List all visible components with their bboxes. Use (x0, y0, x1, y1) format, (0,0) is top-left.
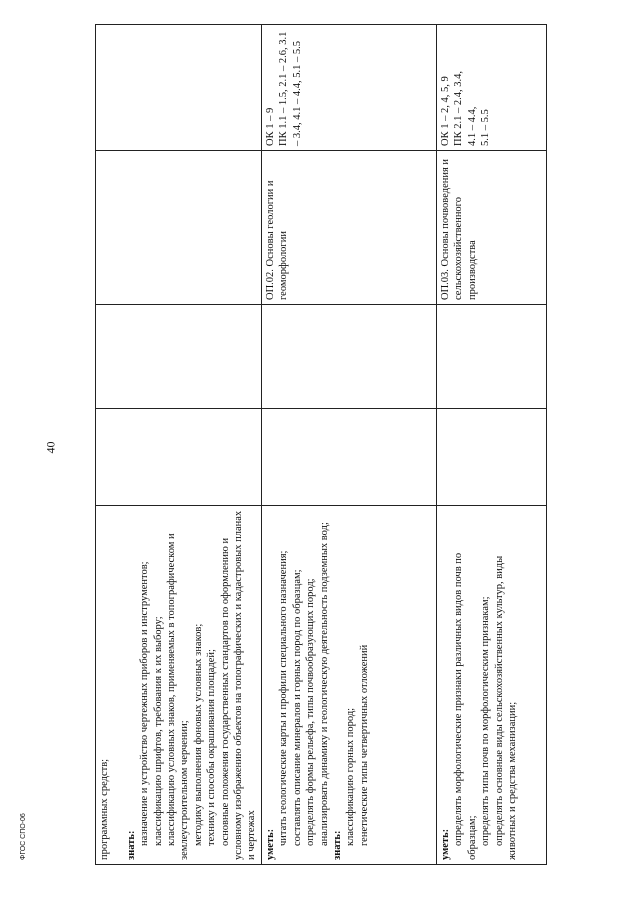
competency-codes-cell (436, 25, 546, 151)
skill-line: составлять описание минералов и горных пород по образцам; (291, 569, 303, 846)
skill-line: генетические типы четвертичных отложений (358, 644, 370, 846)
table-row (436, 25, 546, 865)
empty-cell (96, 305, 262, 409)
skill-line: читать геологические карты и профили специального назначения; (278, 550, 290, 846)
skill-line: назначение и устройство чертежных приборов и инструментов; (139, 561, 151, 846)
discipline-name: ОП.02. Основы геологии и геоморфологии (264, 180, 290, 300)
empty-cell (436, 409, 546, 506)
skill-line: методику выполнения фоновых условных знаков; (192, 623, 204, 846)
discipline-cell (261, 151, 436, 305)
competency-codes-cell (96, 25, 262, 151)
table-row (96, 25, 262, 865)
page-number: 40 (43, 441, 58, 454)
curriculum-table (95, 24, 547, 865)
skill-line: классификацию горных пород; (345, 707, 357, 846)
skill-line: определять типы почв по морфологическим признакам; (480, 596, 492, 846)
skill-line: анализировать динамику и геологическую деятельность подземных вод; (318, 522, 330, 846)
competency-codes-cell (261, 25, 436, 151)
skill-line: классификацию условных знаков, применяемых в топографическом и землеустроительном черчении; (166, 533, 191, 860)
skill-line: определять формы рельефа, типы почвообразующих пород; (305, 578, 317, 846)
empty-cell (436, 305, 546, 409)
skill-line: определять морфологические признаки различных видов почв по образцам; (453, 552, 478, 860)
skill-line: классификацию шрифтов, требования к их выбору; (152, 616, 164, 846)
section-heading: уметь: (439, 828, 451, 860)
skill-line: технику и способы окрашивания площадей; (206, 649, 218, 846)
skill-line: программных средств; (99, 758, 110, 860)
skills-cell (96, 506, 262, 865)
skill-line (111, 510, 124, 860)
table-row (261, 25, 436, 865)
competency-codes: ОК 1 – 9 ПК 1.1 – 1.5, 2.1 – 2.6, 3.1 – 3.4, 4.1 – 4.4, 5.1 – 5.5 (264, 31, 303, 146)
section-heading: знать: (125, 830, 137, 860)
discipline-cell (436, 151, 546, 305)
empty-cell (96, 409, 262, 506)
rotated-table-area (95, 30, 615, 865)
discipline-cell (96, 151, 262, 305)
footer-stamp: ФГОС СПО-06 (20, 813, 27, 860)
skill-line: основные положения государственных стандартов по оформлению и условному изображению объектов на топографических и кадастровых планах и чертежах (219, 510, 258, 860)
empty-cell (261, 409, 436, 506)
skills-cell (261, 506, 436, 865)
skill-line: определять основные виды сельскохозяйственных культур, виды животных и средства механизации; (493, 555, 518, 860)
competency-codes: ОК 1 – 2, 4, 5, 9 ПК 2.1 – 2.4, 3.4, 4.1 – 4.4, 5.1 – 5.5 (439, 71, 492, 146)
section-heading: уметь: (264, 828, 276, 860)
empty-cell (261, 305, 436, 409)
discipline-name: ОП.03. Основы почвоведения и сельскохозяйственного производства (439, 158, 478, 300)
section-heading: знать: (331, 830, 343, 860)
skills-cell (436, 506, 546, 865)
